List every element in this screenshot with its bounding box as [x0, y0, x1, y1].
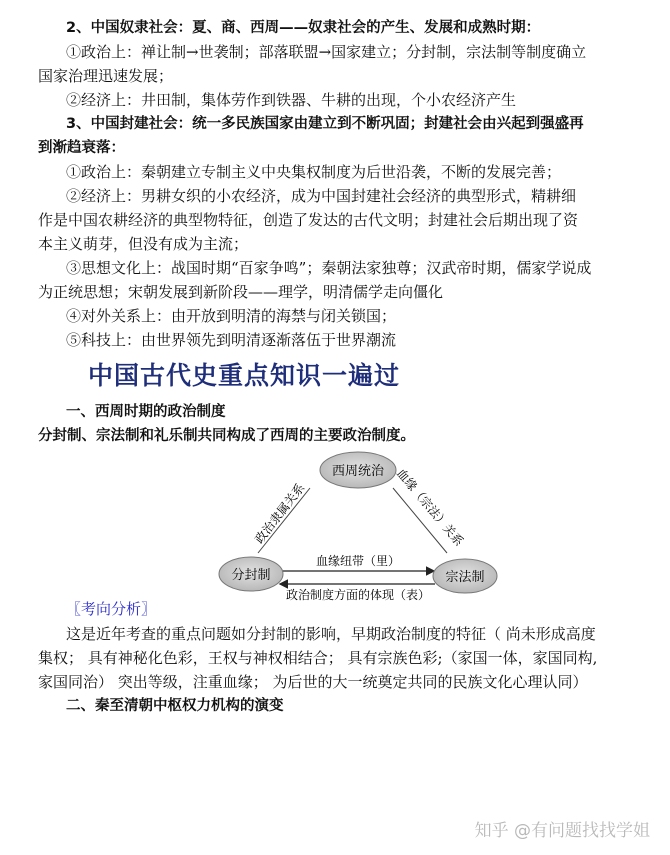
- section3-tech: ⑤科技上：由世界领先到明清逐渐落伍于世界潮流: [66, 331, 397, 349]
- section3-heading-line1: 3、中国封建社会：统一多民族国家由建立到不断巩固；封建社会由兴起到强盛再: [66, 116, 584, 132]
- section3-foreign: ④对外关系上：由开放到明清的海禁与闭关锁国；: [66, 307, 397, 325]
- section3-culture-line1: ③思想文化上：战国时期“百家争鸣”；秦朝法家独尊；汉武帝时期，儒家学说成: [66, 259, 592, 277]
- zhou-politics-diagram: [215, 448, 505, 603]
- analysis-tag: 〖考向分析〗: [66, 600, 157, 618]
- analysis-line2: 集权； 具有神秘化色彩，王权与神权相结合； 具有宗族色彩;（家国一体，家国同构,: [38, 649, 598, 667]
- right-edge-label: 血缘（宗法）关系: [393, 466, 467, 549]
- top-node-label: 西周统治: [331, 464, 385, 479]
- part2-heading: 二、秦至清朝中枢权力机构的演变: [66, 698, 284, 714]
- section3-economy-line2: 作是中国农耕经济的典型物特征，创造了发达的古代文明；封建社会后期出现了资: [38, 211, 579, 229]
- section3-economy-line1: ②经济上：男耕女织的小农经济，成为中国封建社会经济的典型形式，精耕细: [66, 187, 577, 205]
- left-node-label: 分封制: [231, 568, 271, 583]
- right-node-label: 宗法制: [445, 570, 485, 585]
- section2-economy: ②经济上：井田制，集体劳作到铁器、牛耕的出现，个小农经济产生: [66, 91, 517, 109]
- analysis-line3: 家国同治） 突出等级，注重血缘； 为后世的大一统奠定共同的民族文化心理认同）: [38, 673, 588, 691]
- part1-summary: 分封制、宗法制和礼乐制共同构成了西周的主要政治制度。: [38, 428, 415, 444]
- section3-economy-line3: 本主义萌芽，但没有成为主流；: [38, 235, 249, 253]
- section2-politics-line1: ①政治上：禅让制→世袭制；部落联盟→国家建立；分封制，宗法制等制度确立: [66, 43, 587, 61]
- section3-culture-line2: 为正统思想；宋朝发展到新阶段——理学，明清儒学走向僵化: [38, 283, 444, 301]
- section3-politics: ①政治上：秦朝建立专制主义中央集权制度为后世沿袭，不断的发展完善；: [66, 163, 562, 181]
- part1-heading: 一、西周时期的政治制度: [66, 404, 226, 420]
- section3-heading-line2: 到渐趋衰落：: [38, 140, 125, 156]
- section2-politics-line2: 国家治理迅速发展；: [38, 67, 174, 85]
- left-edge-label: 政治隶属关系: [252, 480, 308, 547]
- bottom-upper-label: 血缘纽带（里）: [315, 554, 401, 568]
- analysis-line1: 这是近年考查的重点问题如分封制的影响，早期政治制度的特征（ 尚未形成高度: [66, 625, 596, 643]
- watermark: 知乎 @有问题找找学姐: [474, 821, 650, 841]
- bottom-lower-label: 政治制度方面的体现（表）: [285, 588, 431, 602]
- page-title: 中国古代史重点知识一遍过: [88, 361, 401, 390]
- section2-heading: 2、中国奴隶社会：夏、商、西周——奴隶社会的产生、发展和成熟时期：: [66, 20, 541, 36]
